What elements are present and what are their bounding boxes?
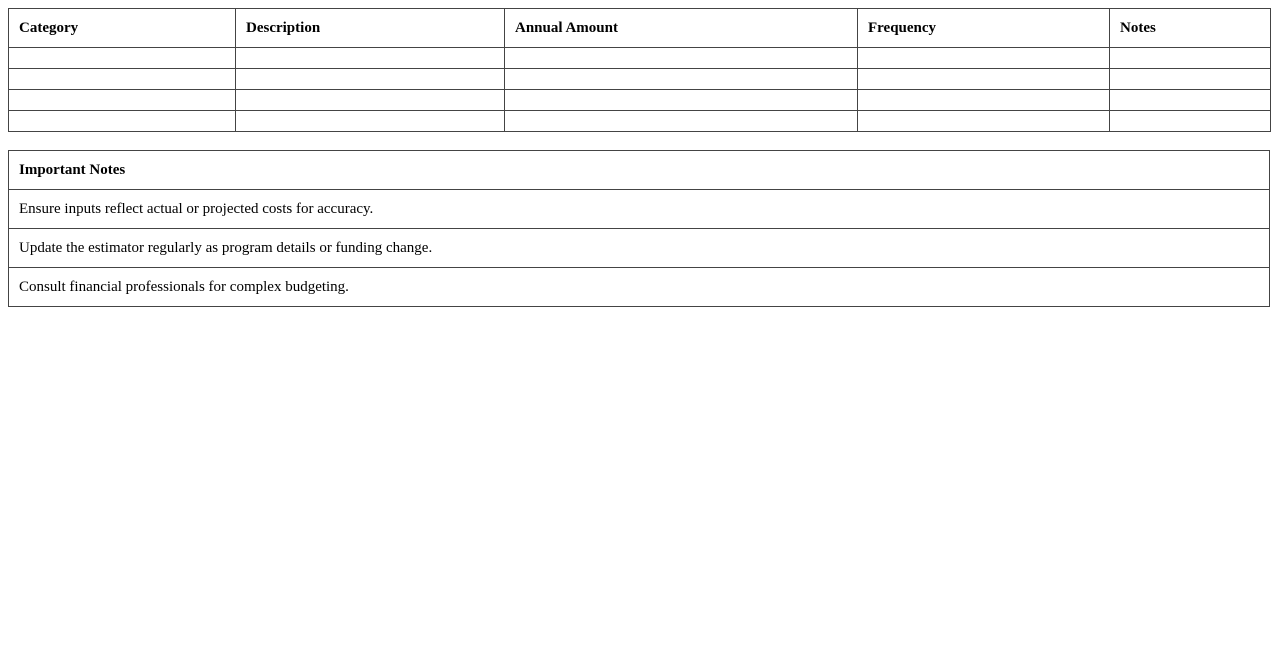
column-header-frequency: Frequency [858,9,1110,48]
cell-category[interactable] [9,111,236,132]
notes-title: Important Notes [9,151,1270,190]
cell-frequency[interactable] [858,90,1110,111]
cell-category[interactable] [9,48,236,69]
table-row [9,90,1271,111]
cell-description[interactable] [236,69,505,90]
column-header-notes: Notes [1110,9,1271,48]
cell-notes[interactable] [1110,48,1271,69]
cell-category[interactable] [9,69,236,90]
table-row [9,69,1271,90]
important-notes-table [8,150,1270,307]
note-item: Ensure inputs reflect actual or projected costs for accuracy. [9,190,1270,229]
cell-annual-amount[interactable] [505,48,858,69]
note-row [9,229,1270,268]
note-item: Consult financial professionals for complex budgeting. [9,268,1270,307]
table-row [9,111,1271,132]
note-row [9,268,1270,307]
cell-notes[interactable] [1110,69,1271,90]
cell-notes[interactable] [1110,111,1271,132]
cell-frequency[interactable] [858,48,1110,69]
cell-category[interactable] [9,90,236,111]
cell-annual-amount[interactable] [505,111,858,132]
budget-table [8,8,1271,132]
column-header-category: Category [9,9,236,48]
cell-annual-amount[interactable] [505,69,858,90]
page-content [8,8,1270,307]
cell-frequency[interactable] [858,69,1110,90]
column-header-description: Description [236,9,505,48]
cell-annual-amount[interactable] [505,90,858,111]
column-header-annual-amount: Annual Amount [505,9,858,48]
table-header-row [9,9,1271,48]
table-row [9,48,1271,69]
note-item: Update the estimator regularly as program details or funding change. [9,229,1270,268]
cell-notes[interactable] [1110,90,1271,111]
cell-description[interactable] [236,90,505,111]
cell-description[interactable] [236,48,505,69]
cell-description[interactable] [236,111,505,132]
cell-frequency[interactable] [858,111,1110,132]
note-row [9,190,1270,229]
notes-header-row [9,151,1270,190]
